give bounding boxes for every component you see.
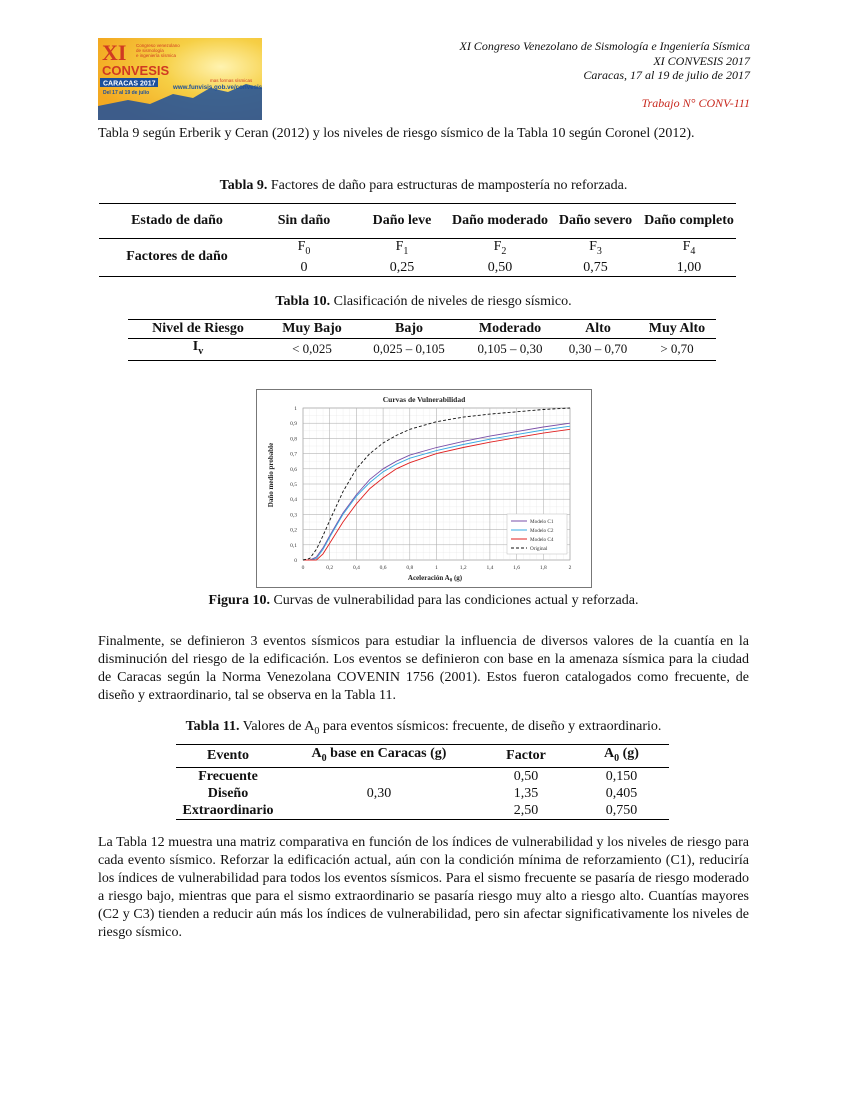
table9-row (99, 239, 736, 260)
x-tick-label: 0,4 (352, 565, 360, 571)
chart-xlabel: Aceleración $A_0$ (g) (407, 574, 463, 584)
legend-label: Modelo C2 (530, 528, 554, 534)
table9-col: Daño leve (353, 204, 451, 239)
y-tick-label: 0,4 (290, 497, 297, 504)
table9-col: Daño moderado (451, 204, 549, 239)
chart-legend (507, 514, 567, 554)
table11-caption: Tabla 11. Valores de $A_0$ para eventos sísmicos: frecuente, de diseño y extraordinario. (185, 719, 662, 737)
table9-value: 0,75 (583, 259, 608, 275)
table11-evento: Extraordinario (182, 802, 274, 818)
conference-header (459, 39, 750, 83)
logo-numeral: XI (102, 40, 127, 65)
y-tick-label: 0,2 (290, 527, 297, 534)
y-tick-label: 0,7 (290, 451, 297, 458)
table10-value: < 0,025 (292, 341, 332, 357)
table10-row-label: $I_v$ (192, 339, 204, 357)
table10-value: 0,30 – 0,70 (568, 341, 628, 357)
logo-city: CARACAS 2017 (103, 80, 156, 88)
table11-col-a0: $A_0$ (g) (574, 745, 669, 768)
y-tick-label: 0,5 (290, 482, 297, 488)
x-tick-label: 1,2 (459, 565, 467, 571)
table9-col: Daño completo (642, 204, 736, 239)
table9-col: Sin daño (255, 204, 353, 239)
chart-title: Curvas de Vulnerabilidad (382, 395, 466, 404)
vulnerability-chart (256, 389, 592, 588)
header-line-2: XI CONVESIS 2017 (653, 53, 750, 68)
table10-value: > 0,70 (660, 341, 694, 357)
x-tick-label: 0,6 (379, 565, 387, 571)
table11-col-factor: Factor (478, 745, 574, 768)
svg-text:mas formas sísmicas: mas formas sísmicas (210, 78, 253, 83)
svg-text:e ingeniería sísmica: e ingeniería sísmica (136, 53, 177, 58)
table10-col: Muy Bajo (268, 320, 356, 339)
table9-row-header: Estado de daño (99, 204, 255, 239)
table9-factor: $F_3$ (589, 239, 602, 257)
header-line-1: XI Congreso Venezolano de Sismología e Ingeniería Sísmica (459, 39, 750, 53)
table10-col: Moderado (462, 320, 558, 339)
table9-value: 0 (300, 259, 308, 275)
table10-value: 0,105 – 0,30 (477, 341, 543, 357)
intro-paragraph: Tabla 9 según Erberik y Ceran (2012) y los niveles de riesgo sísmico de la Tabla 10 según Coronel (2012). (98, 126, 695, 141)
svg-text:Congreso venezolano: Congreso venezolano (136, 43, 180, 48)
logo-name: CONVESIS (102, 63, 170, 78)
table11-row (176, 767, 669, 785)
table9-value: 0,50 (487, 259, 513, 275)
table10-row-header: Nivel de Riesgo (128, 320, 268, 339)
table9-factor: $F_2$ (493, 239, 507, 257)
table11-factor: 0,50 (513, 768, 539, 784)
table11 (176, 744, 669, 820)
table11-col-evento: Evento (176, 745, 280, 768)
table11-evento: Diseño (207, 785, 249, 801)
paragraph-table12: La Tabla 12 muestra una matriz comparativa en función de los índices de vulnerabilidad y los niveles de riesgo para cada evento sísmico. Reforzar la edificación actual, aún con la condición mínima de reforzamiento (C1), reduciría los índices de vulnerabilidad para todos los eventos sísmicos. Para el sismo frecuente se pasaría de riesgo moderado a riesgo bajo, mientras que para el sismo extraordinario se pasaría riesgo muy alto a riesgo alto. Cuantías mayores (C2 y C3) tienden a reducir aún más los índices de vulnerabilidad, pero sin afectar significativamente los niveles de riesgo sísmico. (98, 835, 749, 940)
table11-base-value: 0,30 (366, 785, 392, 801)
y-tick-label: 1 (294, 406, 297, 412)
logo-dates: Del 17 al 19 de julio (103, 90, 150, 96)
table10-header-row (128, 320, 716, 339)
y-tick-label: 0,1 (290, 542, 297, 549)
legend-label: Original (530, 546, 548, 552)
x-tick-label: 1,6 (513, 565, 521, 571)
x-tick-label: 1 (435, 565, 438, 571)
paper-id: Trabajo N° CONV-111 (641, 96, 750, 110)
y-tick-label: 0 (294, 558, 297, 564)
table9 (99, 203, 736, 277)
figure10-caption: Figura 10. Curvas de vulnerabilidad para las condiciones actual y reforzada. (208, 593, 639, 608)
table10-col: Muy Alto (638, 320, 716, 339)
chart-ylabel: Daño medio probable (267, 442, 275, 508)
table10-value: 0,025 – 0,105 (373, 341, 445, 357)
x-tick-label: 0,8 (406, 565, 414, 571)
table10-row (128, 339, 716, 361)
chart-svg (257, 390, 591, 587)
table11-factor: 1,35 (513, 785, 539, 801)
x-tick-label: 2 (568, 565, 572, 571)
legend-label: Modelo C1 (530, 519, 554, 525)
table9-header-row (99, 204, 736, 239)
table9-col: Daño severo (549, 204, 642, 239)
svg-text:de sismología: de sismología (136, 48, 164, 53)
header-line-3: Caracas, 17 al 19 de julio de 2017 (583, 68, 750, 82)
table10-caption: Tabla 10. Clasificación de niveles de riesgo sísmico. (275, 294, 572, 309)
x-tick-label: 0 (301, 565, 305, 571)
table11-a0: 0,750 (605, 802, 638, 818)
y-tick-label: 0,3 (290, 512, 297, 519)
logo-url: www.funvisis.gob.ve/convesis (173, 84, 262, 91)
table9-value: 1,00 (676, 259, 702, 275)
table9-caption: Tabla 9. Factores de daño para estructuras de mampostería no reforzada. (219, 178, 628, 193)
table9-row-label: Factores de daño (126, 249, 228, 265)
y-tick-label: 0,6 (290, 466, 297, 473)
table9-factor: $F_4$ (682, 239, 696, 257)
table11-header-row (176, 745, 669, 768)
x-tick-label: 1,4 (486, 565, 494, 571)
y-tick-label: 0,9 (290, 421, 297, 428)
x-tick-label: 0,2 (326, 565, 334, 571)
convesis-logo (98, 38, 262, 120)
table11-factor: 2,50 (513, 802, 539, 818)
table10 (128, 319, 716, 361)
legend-label: Modelo C4 (530, 537, 554, 543)
table11-a0: 0,150 (605, 768, 638, 784)
x-tick-label: 1,8 (539, 565, 547, 571)
table11-a0: 0,405 (605, 785, 638, 801)
table9-value: 0,25 (389, 259, 415, 275)
table11-col-base: $A_0$ base en Caracas (g) (280, 745, 478, 768)
y-tick-label: 0,8 (290, 436, 297, 443)
paragraph-events: Finalmente, se definieron 3 eventos sísmicos para estudiar la influencia de diversos valores de la cuantía en la disminución del riesgo de la edificación. Los eventos se definieron con base en la amenaza sísmica para la ciudad de Caracas según la Norma Venezolana COVENIN 1756 (2001). Estos fueron catalogados como frecuente, de diseño y extraordinario, tal se observa en la Tabla 11. (98, 634, 749, 703)
table9-factor: $F_1$ (395, 239, 409, 257)
table10-col: Bajo (356, 320, 462, 339)
table9-factor: $F_0$ (297, 239, 311, 257)
table11-evento: Frecuente (198, 768, 258, 784)
table10-col: Alto (558, 320, 638, 339)
